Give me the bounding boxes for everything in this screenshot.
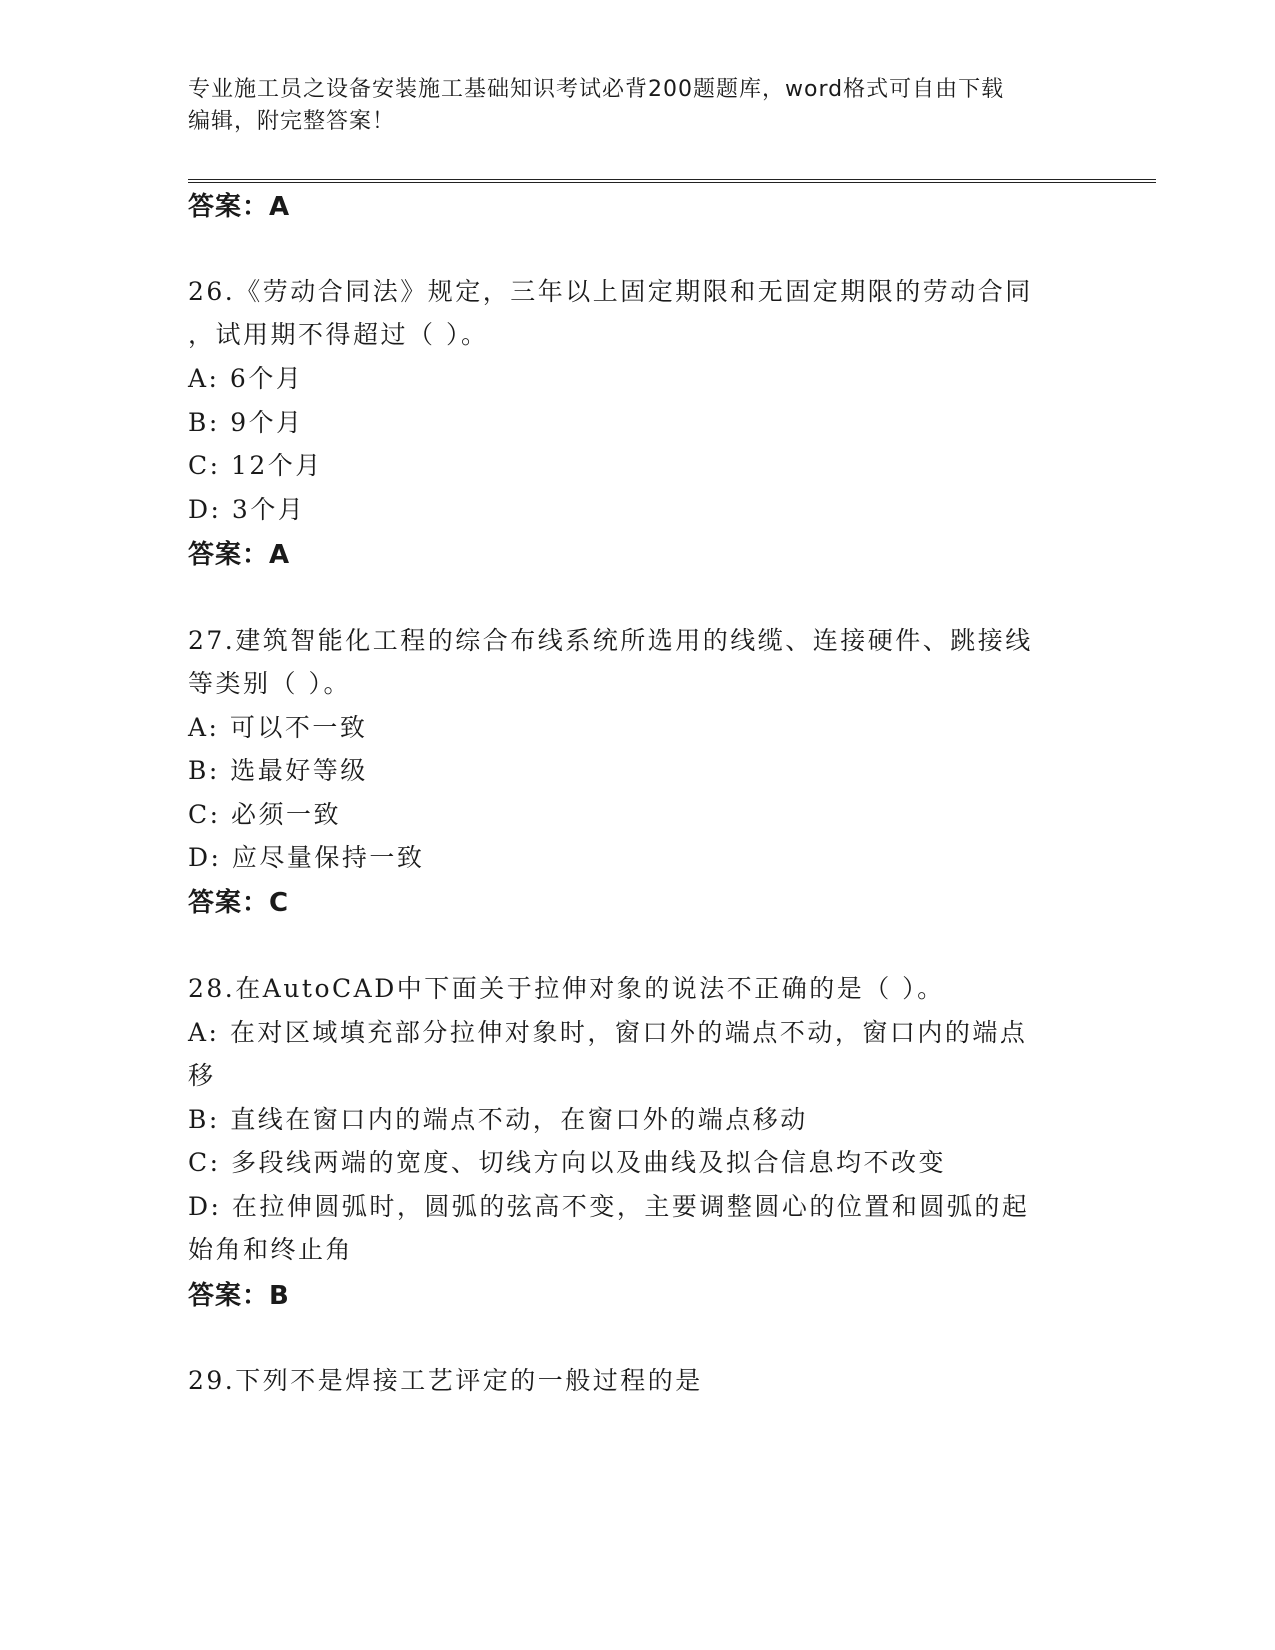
- question-28-option-d: D: 在拉伸圆弧时，圆弧的弦高不变，主要调整圆心的位置和圆弧的起: [188, 1192, 1030, 1221]
- question-27-stem-line-2: 等类别（ ）。: [188, 669, 351, 698]
- question-27-option-d: D: 应尽量保持一致: [188, 843, 425, 872]
- question-27-option-b: B: 选最好等级: [188, 756, 368, 785]
- question-26-stem-line-2: ，试用期不得超过（ ）。: [188, 320, 489, 349]
- question-28-stem: 28.在AutoCAD中下面关于拉伸对象的说法不正确的是（ ）。: [188, 974, 945, 1003]
- question-26-option-c: C: 12个月: [188, 451, 323, 480]
- header-line-2: 编辑，附完整答案！: [188, 109, 396, 134]
- question-28-option-a: A: 在对区域填充部分拉伸对象时，窗口外的端点不动，窗口内的端点: [188, 1018, 1028, 1047]
- question-27-stem-line-1: 27.建筑智能化工程的综合布线系统所选用的线缆、连接硬件、跳接线: [188, 626, 1033, 655]
- question-27-option-c: C: 必须一致: [188, 800, 341, 829]
- question-26-option-a: A: 6个月: [188, 364, 304, 393]
- question-28-answer: 答案：B: [188, 1281, 290, 1311]
- question-28-option-a-continued: 移: [188, 1061, 216, 1090]
- header-line-1: 专业施工员之设备安装施工基础知识考试必背200题题库，word格式可自由下载: [188, 77, 1005, 102]
- question-28-option-b: B: 直线在窗口内的端点不动，在窗口外的端点移动: [188, 1105, 808, 1134]
- page-header: [188, 74, 1068, 138]
- question-26-stem-line-1: 26.《劳动合同法》规定，三年以上固定期限和无固定期限的劳动合同: [188, 277, 1033, 306]
- question-26-answer: 答案：A: [188, 540, 291, 570]
- question-28-option-d-continued: 始角和终止角: [188, 1235, 354, 1264]
- question-26-option-b: B: 9个月: [188, 408, 304, 437]
- previous-answer: 答案：A: [188, 192, 291, 222]
- question-27-answer: 答案：C: [188, 888, 290, 918]
- question-27-option-a: A: 可以不一致: [188, 713, 368, 742]
- question-28-option-c: C: 多段线两端的宽度、切线方向以及曲线及拟合信息均不改变: [188, 1148, 947, 1177]
- question-29-stem: 29.下列不是焊接工艺评定的一般过程的是: [188, 1366, 703, 1395]
- header-divider: [188, 179, 1156, 183]
- question-26-option-d: D: 3个月: [188, 495, 306, 524]
